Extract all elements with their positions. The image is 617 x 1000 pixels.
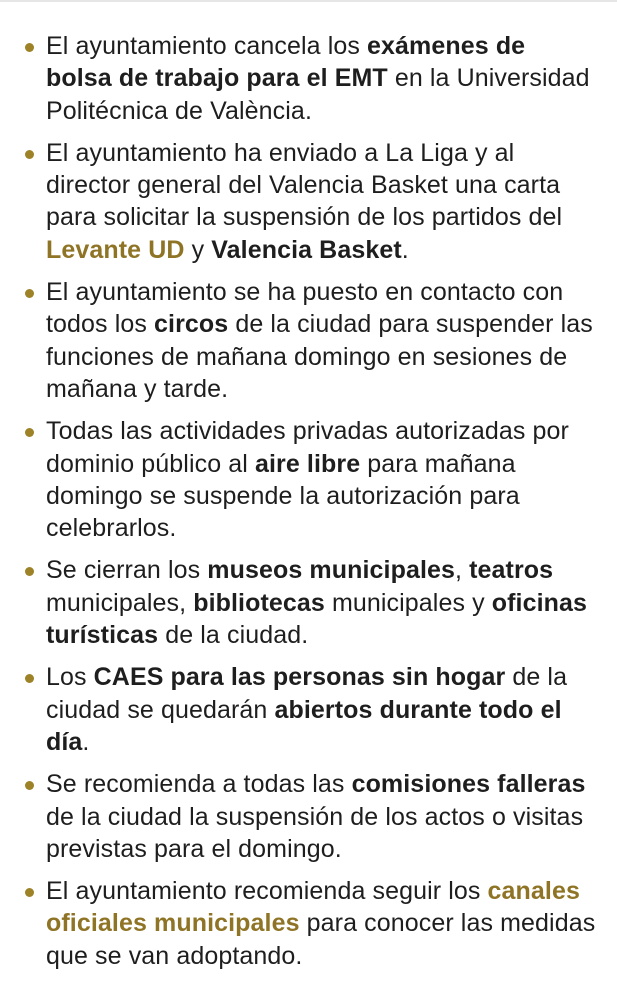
- bullet-icon: [25, 888, 34, 897]
- bold-text: abiertos durante todo el día: [46, 695, 569, 756]
- bold-text: Valencia Basket: [211, 235, 402, 264]
- text-segment: Todas las actividades privadas autorizadas por dominio público al: [46, 417, 576, 478]
- inline-link[interactable]: Levante UD: [46, 235, 185, 264]
- list-item: [46, 554, 597, 651]
- text-segment: de la ciudad para suspender las funciones de mañana domingo en sesiones de mañana y tarde.: [46, 310, 600, 403]
- bullet-icon: [25, 428, 34, 437]
- text-segment: El ayuntamiento se ha puesto en contacto con todos los: [46, 278, 571, 339]
- text-segment: El ayuntamiento recomienda seguir los: [46, 877, 488, 906]
- bullet-icon: [25, 781, 34, 790]
- bullet-icon: [25, 43, 34, 52]
- text-segment: municipales,: [46, 556, 561, 617]
- bold-text: exámenes de bolsa de trabajo para el EMT: [46, 32, 533, 93]
- list-item: [46, 875, 603, 972]
- text-segment: ,: [455, 556, 470, 585]
- bullet-icon: [25, 674, 34, 683]
- bold-text: aire libre: [254, 449, 361, 478]
- text-segment: en la Universidad Politécnica de València.: [46, 64, 597, 125]
- text-segment: El ayuntamiento ha enviado a La Liga y al director general del Valencia Basket una carta para solicitar la suspensión de los partidos del: [46, 138, 570, 232]
- text-segment: .: [401, 235, 409, 264]
- bold-text: oficinas turísticas: [46, 588, 595, 650]
- top-divider: [0, 0, 617, 2]
- list-item: [46, 137, 597, 266]
- text-segment: Se recomienda a todas las: [46, 770, 352, 799]
- text-segment: .: [82, 727, 90, 756]
- text-segment: El ayuntamiento cancela los: [46, 32, 368, 60]
- text-segment: Se cierran los: [46, 556, 208, 585]
- list-item: [46, 768, 597, 865]
- list-item: [46, 30, 597, 127]
- text-segment: y: [184, 235, 212, 264]
- bold-text: teatros: [469, 556, 554, 585]
- list-item: [46, 661, 597, 758]
- bold-text: bibliotecas: [193, 588, 325, 617]
- list-item: [46, 415, 597, 544]
- bullet-icon: [25, 567, 34, 576]
- text-segment: municipales y: [324, 588, 492, 617]
- bold-text: circos: [154, 310, 229, 339]
- text-segment: de la ciudad la suspensión de los actos o visitas previstas para el domingo.: [46, 770, 593, 863]
- bold-text: comisiones falleras: [351, 770, 586, 799]
- text-segment: de la ciudad.: [158, 621, 309, 650]
- bullet-icon: [25, 150, 34, 159]
- text-segment: Los: [46, 663, 94, 692]
- list-item: [46, 276, 600, 405]
- bold-text: museos municipales: [207, 556, 456, 585]
- inline-link[interactable]: canales oficiales municipales: [46, 877, 588, 938]
- text-segment: de la ciudad se quedarán: [46, 663, 575, 724]
- text-segment: para mañana domingo se suspende la autorización para celebrarlos.: [46, 449, 527, 543]
- bold-text: CAES para las personas sin hogar: [93, 663, 506, 692]
- text-segment: para conocer las medidas que se van adoptando.: [46, 909, 603, 970]
- bullet-icon: [25, 289, 34, 298]
